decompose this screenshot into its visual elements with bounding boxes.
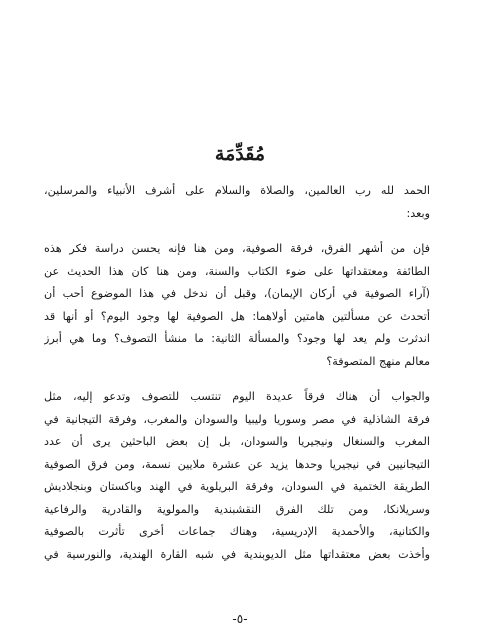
text-line: التيجانيين في نيجيريا وحدها يزيد عن عشرة ملايين نسمة، ومن فرق الصوفية <box>44 457 430 471</box>
text-line: وبعد: <box>406 206 430 220</box>
page-number: -٥- <box>232 612 248 626</box>
text-line: (آراء الصوفية في أركان الإيمان)، وقبل أن ندخل في هذا الموضوع أحب أن <box>44 287 430 300</box>
text-line: فرقة الشاذلية في مصر وسوريا وليبيا والسودان والمغرب، وفرقة التيجانية في <box>44 412 430 426</box>
text-line: الطريقة الختمية في السودان، وفرقة البريلوية في الهند وباكستان وبنجلاديش <box>44 480 430 493</box>
text-line: أتحدث عن مسألتين هامتين أولاهما: هل الصوفية لها وجود اليوم؟ أو أنها قد <box>44 309 430 323</box>
text-line: الحمد لله رب العالمين، والصلاة والسلام على أشرف الأنبياء والمرسلين، <box>44 184 430 197</box>
text-line: والكتانية، والأحمدية الإدريسية، وهناك جماعات أخرى تأثرت بالصوفية <box>44 525 430 538</box>
text-line: وسريلانكا، ومن تلك الفرق النقشبندية والمولوية والقادرية والرفاعية <box>44 502 430 516</box>
text-line: المغرب والسنغال ونيجيريا والسودان، بل إن بعض الباحثين يرى أن عدد <box>44 435 430 448</box>
text-line: معالم منهج المتصوفة؟ <box>326 354 430 368</box>
text-line: فإن من أشهر الفرق، فرقة الصوفية، ومن هنا فإنه يحسن دراسة فكر هذه <box>44 242 430 255</box>
text-line: الطائفة ومعتقداتها على ضوء الكتاب والسنة، ومن هنا كان هذا الحديث عن <box>44 264 430 278</box>
text-line: والجواب أن هناك فرقاً عديدة اليوم تنتسب للتصوف وتدعو إليه، مثل <box>44 390 430 403</box>
body-text <box>44 180 430 566</box>
paragraph-opening <box>44 180 430 225</box>
paragraph-answer <box>44 386 430 566</box>
text-line: وأخذت بعض معتقداتها مثل الديوبندية في شبه القارة الهندية، والنورسية في <box>44 547 430 561</box>
paragraph-intro <box>44 238 430 373</box>
section-heading: مُقَدِّمَة <box>214 143 266 165</box>
text-line: اندثرت ولم يعد لها وجود؟ والمسألة الثانية: ما منشأ التصوف؟ وما هي أبرز <box>44 332 430 345</box>
